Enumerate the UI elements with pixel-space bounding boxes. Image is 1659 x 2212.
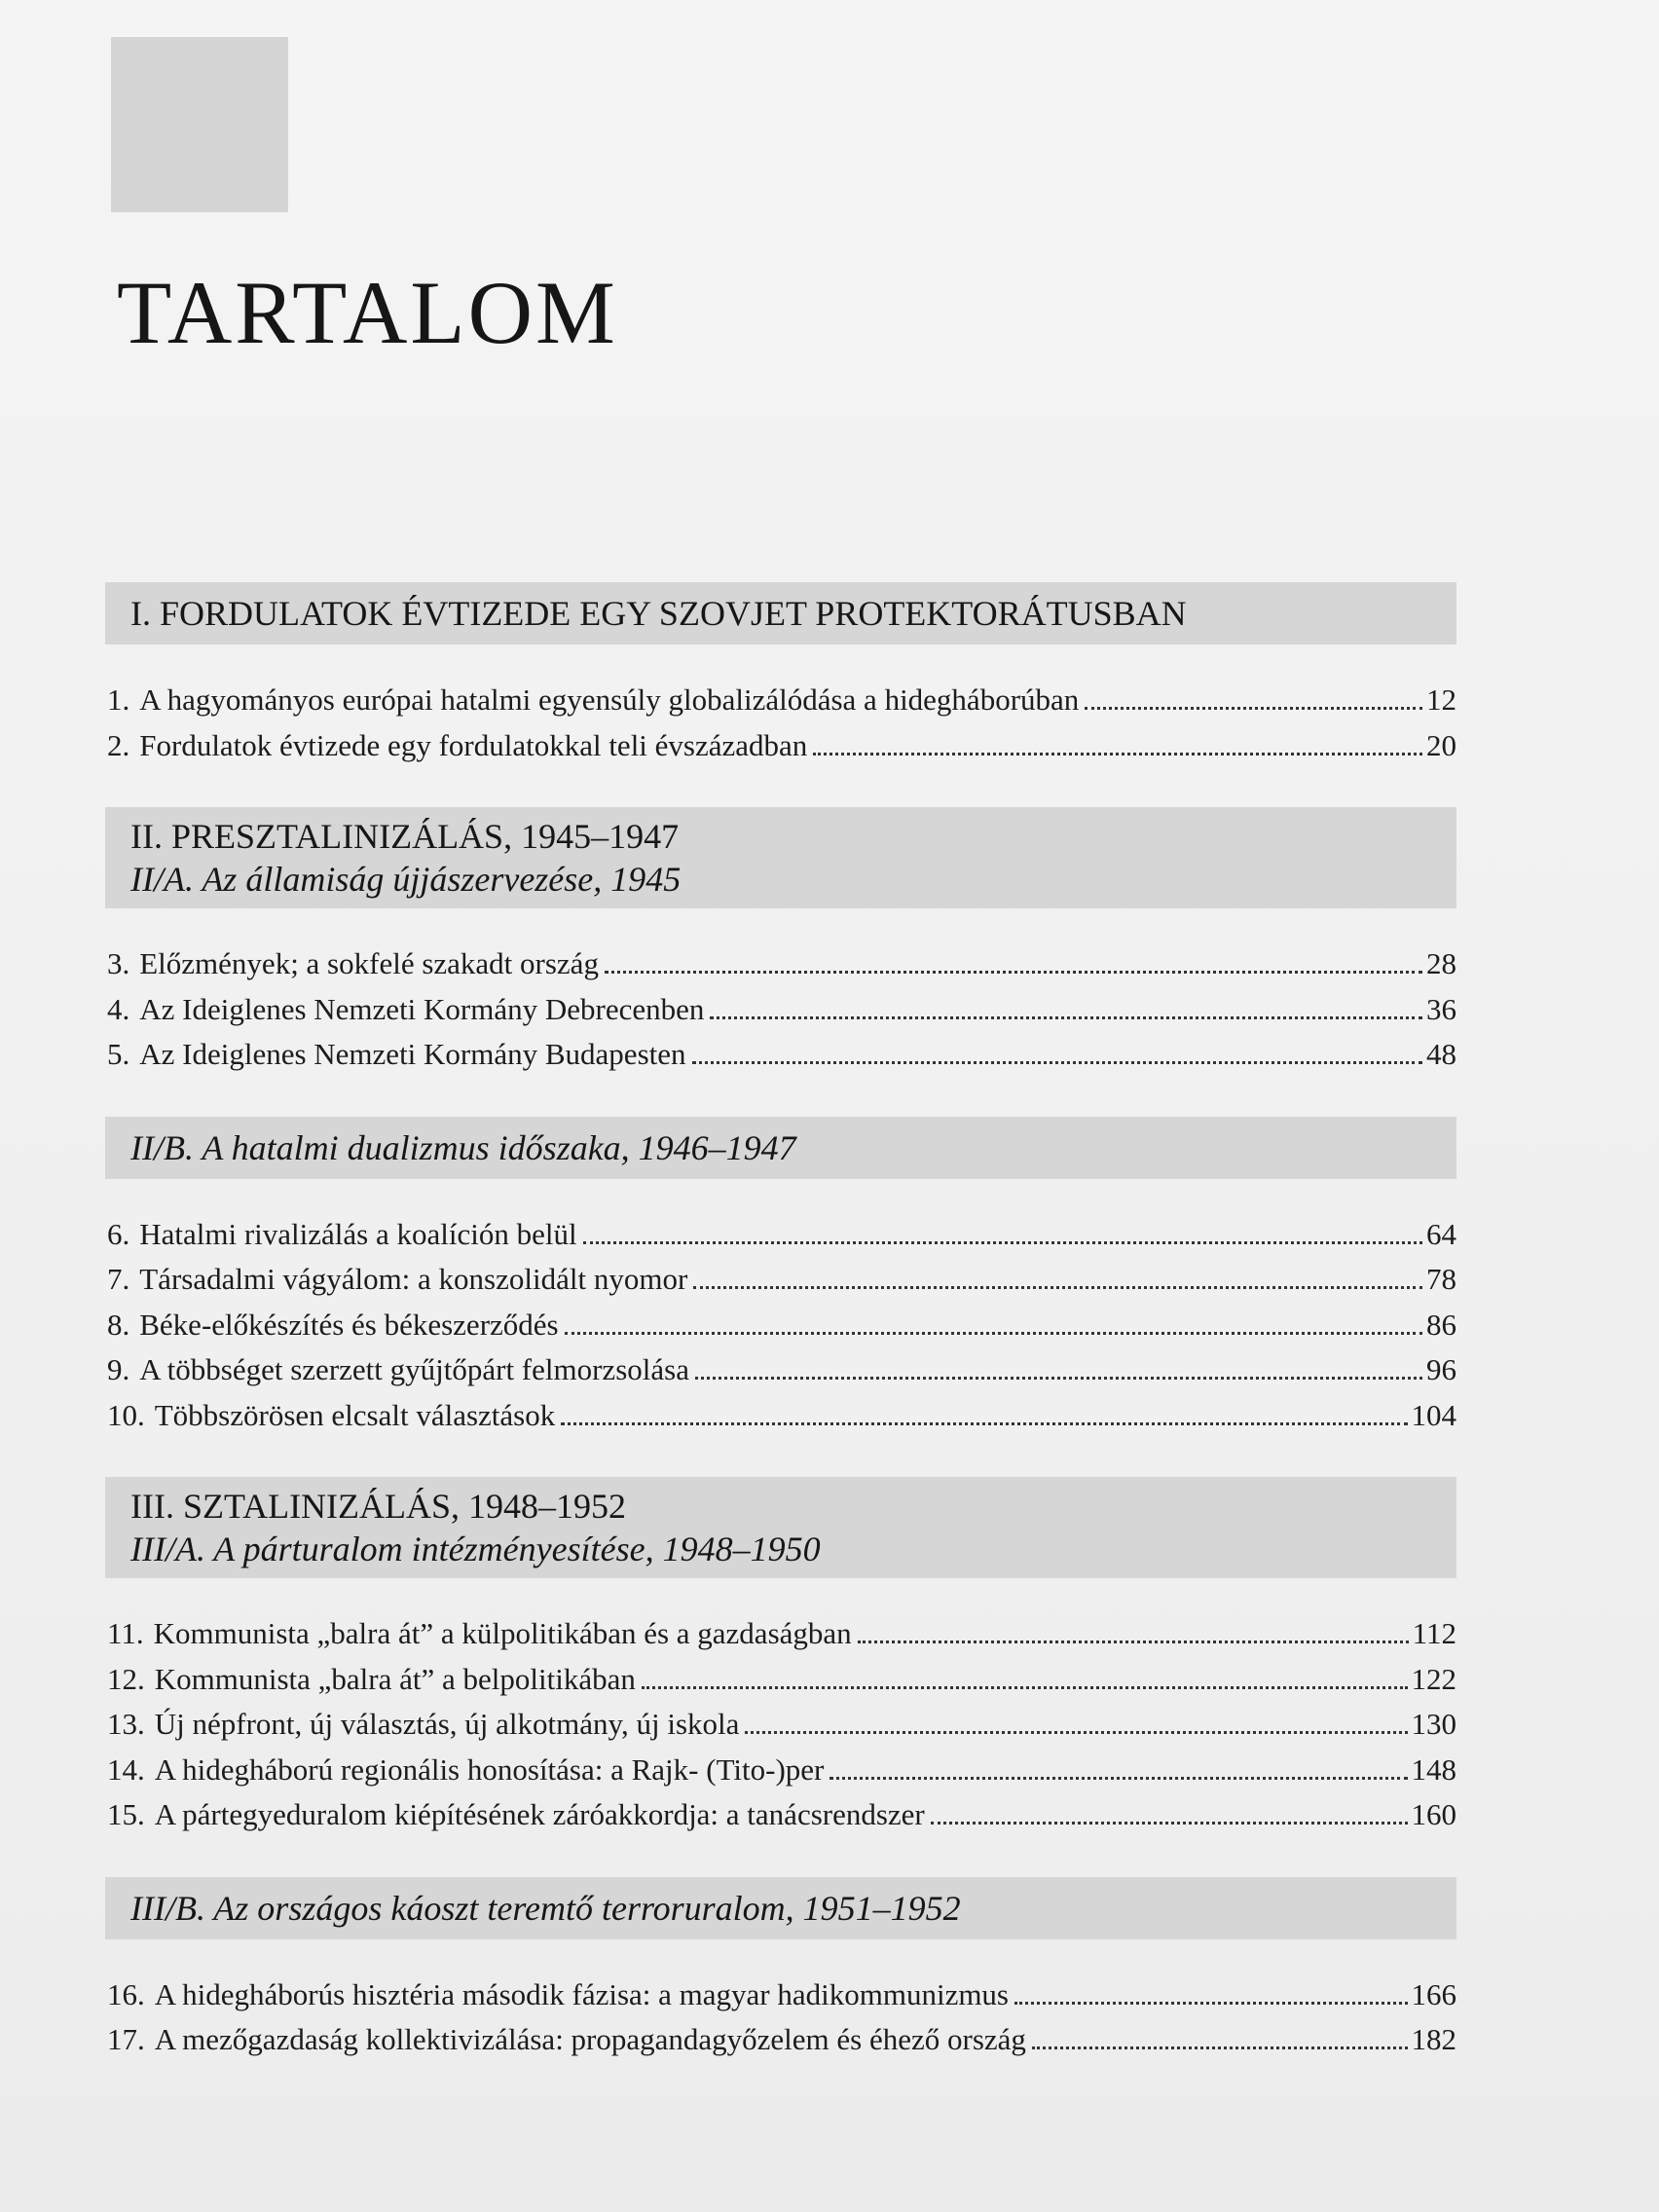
chapter-title: A hidegháború regionális honosítása: a Rajk- (Tito-)per xyxy=(154,1751,825,1787)
chapter-number: 11. xyxy=(107,1616,144,1650)
chapter-title: Társadalmi vágyálom: a konszolidált nyomor xyxy=(139,1262,688,1296)
dot-leader xyxy=(692,1060,1422,1064)
chapter-title: Új népfront, új választás, új alkotmány, új iskola xyxy=(154,1707,740,1741)
page-number: 20 xyxy=(1426,727,1456,762)
toc-entry[interactable] xyxy=(107,1972,1456,2018)
chapter-number: 6. xyxy=(107,1216,130,1251)
chapter-title: A hidegháborús hisztéria második fázisa: a magyar hadikommunizmus xyxy=(154,1976,1009,2011)
page-number: 64 xyxy=(1426,1216,1456,1251)
chapter-number: 4. xyxy=(107,991,130,1026)
table-of-contents xyxy=(105,582,1456,2063)
page-number: 130 xyxy=(1411,1707,1456,1741)
section-header-band xyxy=(105,1877,1456,1939)
chapter-number: 14. xyxy=(107,1751,145,1787)
chapter-number: 10. xyxy=(107,1397,145,1432)
section-heading: III. SZTALINIZÁLÁS, 1948–1952 xyxy=(130,1487,627,1526)
toc-entry[interactable] xyxy=(107,1792,1456,1838)
chapter-title: Béke-előkészítés és békeszerződés xyxy=(139,1307,559,1342)
page-number: 166 xyxy=(1411,1976,1456,2011)
page-number: 48 xyxy=(1426,1037,1456,1071)
dot-leader xyxy=(561,1421,1407,1425)
page-number: 112 xyxy=(1412,1616,1456,1650)
chapter-number: 9. xyxy=(107,1352,130,1386)
chapter-title: Fordulatok évtizede egy fordulatokkal teli évszázadban xyxy=(139,727,808,762)
dot-leader xyxy=(710,1015,1422,1019)
chapter-number: 16. xyxy=(107,1976,145,2011)
section-subheading: III/B. Az országos káoszt teremtő terroruralom, 1951–1952 xyxy=(130,1888,961,1928)
dot-leader xyxy=(1014,2001,1408,2005)
toc-entry[interactable] xyxy=(107,941,1456,987)
dot-leader xyxy=(813,752,1422,756)
toc-entry[interactable] xyxy=(107,987,1456,1033)
chapter-title: A pártegyeduralom kiépítésének záróakkordja: a tanácsrendszer xyxy=(154,1797,925,1831)
page-title: TARTALOM xyxy=(117,263,618,362)
dot-leader xyxy=(745,1730,1407,1734)
decorative-gray-square xyxy=(111,37,288,212)
page-number: 148 xyxy=(1411,1751,1456,1787)
chapter-number: 5. xyxy=(107,1037,130,1071)
section-subheading: II/B. A hatalmi dualizmus időszaka, 1946–1947 xyxy=(130,1127,796,1167)
chapter-title: A mezőgazdaság kollektivizálása: propagandagyőzelem és éhező ország xyxy=(154,2022,1026,2056)
dot-leader xyxy=(830,1776,1407,1780)
chapter-list xyxy=(105,1611,1456,1838)
chapter-number: 1. xyxy=(107,682,130,717)
toc-entry[interactable] xyxy=(107,1702,1456,1748)
chapter-number: 8. xyxy=(107,1307,130,1342)
section-header-band xyxy=(105,1117,1456,1179)
dot-leader xyxy=(642,1685,1408,1689)
dot-leader xyxy=(605,970,1422,974)
chapter-title: Kommunista „balra át” a belpolitikában xyxy=(154,1661,636,1696)
dot-leader xyxy=(858,1640,1409,1643)
section-header-band xyxy=(105,1477,1456,1578)
chapter-list xyxy=(105,1972,1456,2063)
chapter-list xyxy=(105,1212,1456,1439)
dot-leader xyxy=(1032,2046,1408,2049)
section-header-band xyxy=(105,582,1456,645)
chapter-number: 13. xyxy=(107,1707,145,1741)
toc-entry[interactable] xyxy=(107,1393,1456,1439)
chapter-number: 17. xyxy=(107,2022,145,2056)
chapter-list xyxy=(105,941,1456,1078)
chapter-title: Az Ideiglenes Nemzeti Kormány Budapesten xyxy=(139,1037,686,1071)
toc-entry[interactable] xyxy=(107,1347,1456,1393)
dot-leader xyxy=(931,1821,1408,1825)
page-number: 96 xyxy=(1426,1352,1456,1386)
page-number: 28 xyxy=(1426,946,1456,980)
page-number: 86 xyxy=(1426,1307,1456,1342)
toc-entry[interactable] xyxy=(107,1257,1456,1303)
section-heading: I. FORDULATOK ÉVTIZEDE EGY SZOVJET PROTEKTORÁTUSBAN xyxy=(130,594,1187,633)
page-number: 78 xyxy=(1426,1262,1456,1296)
dot-leader xyxy=(583,1240,1422,1244)
toc-entry[interactable] xyxy=(107,1657,1456,1703)
toc-entry[interactable] xyxy=(107,1748,1456,1793)
chapter-list xyxy=(105,678,1456,768)
page-number: 36 xyxy=(1426,991,1456,1026)
toc-entry[interactable] xyxy=(107,1303,1456,1348)
chapter-title: Kommunista „balra át” a külpolitikában és a gazdaságban xyxy=(153,1616,852,1650)
toc-entry[interactable] xyxy=(107,1611,1456,1657)
chapter-title: Hatalmi rivalizálás a koalíción belül xyxy=(139,1216,577,1251)
section-heading: II. PRESZTALINIZÁLÁS, 1945–1947 xyxy=(130,817,680,856)
toc-entry[interactable] xyxy=(107,723,1456,769)
section-header-band xyxy=(105,807,1456,908)
page-number: 122 xyxy=(1411,1661,1456,1696)
chapter-title: Előzmények; a sokfelé szakadt ország xyxy=(139,946,599,980)
page-number: 12 xyxy=(1426,682,1456,717)
toc-entry[interactable] xyxy=(107,678,1456,723)
chapter-number: 3. xyxy=(107,946,130,980)
chapter-title: Többszörösen elcsalt választások xyxy=(154,1397,556,1432)
chapter-number: 12. xyxy=(107,1661,145,1696)
toc-entry[interactable] xyxy=(107,1032,1456,1078)
dot-leader xyxy=(695,1376,1422,1380)
section-subheading: II/A. Az államiság újjászervezése, 1945 xyxy=(130,860,682,899)
chapter-number: 7. xyxy=(107,1262,130,1296)
toc-entry[interactable] xyxy=(107,2017,1456,2063)
chapter-number: 2. xyxy=(107,727,130,762)
chapter-title: A többséget szerzett gyűjtőpárt felmorzsolása xyxy=(139,1352,689,1386)
page-number: 160 xyxy=(1411,1797,1456,1831)
chapter-title: Az Ideiglenes Nemzeti Kormány Debrecenben xyxy=(139,991,705,1026)
section-subheading: III/A. A párturalom intézményesítése, 1948–1950 xyxy=(130,1530,821,1568)
dot-leader xyxy=(1085,706,1422,710)
dot-leader xyxy=(565,1331,1422,1335)
dot-leader xyxy=(693,1285,1422,1289)
toc-entry[interactable] xyxy=(107,1212,1456,1258)
chapter-title: A hagyományos európai hatalmi egyensúly globalizálódása a hidegháborúban xyxy=(139,682,1080,717)
page-number: 104 xyxy=(1411,1397,1456,1432)
chapter-number: 15. xyxy=(107,1797,145,1831)
page-number: 182 xyxy=(1411,2022,1456,2056)
